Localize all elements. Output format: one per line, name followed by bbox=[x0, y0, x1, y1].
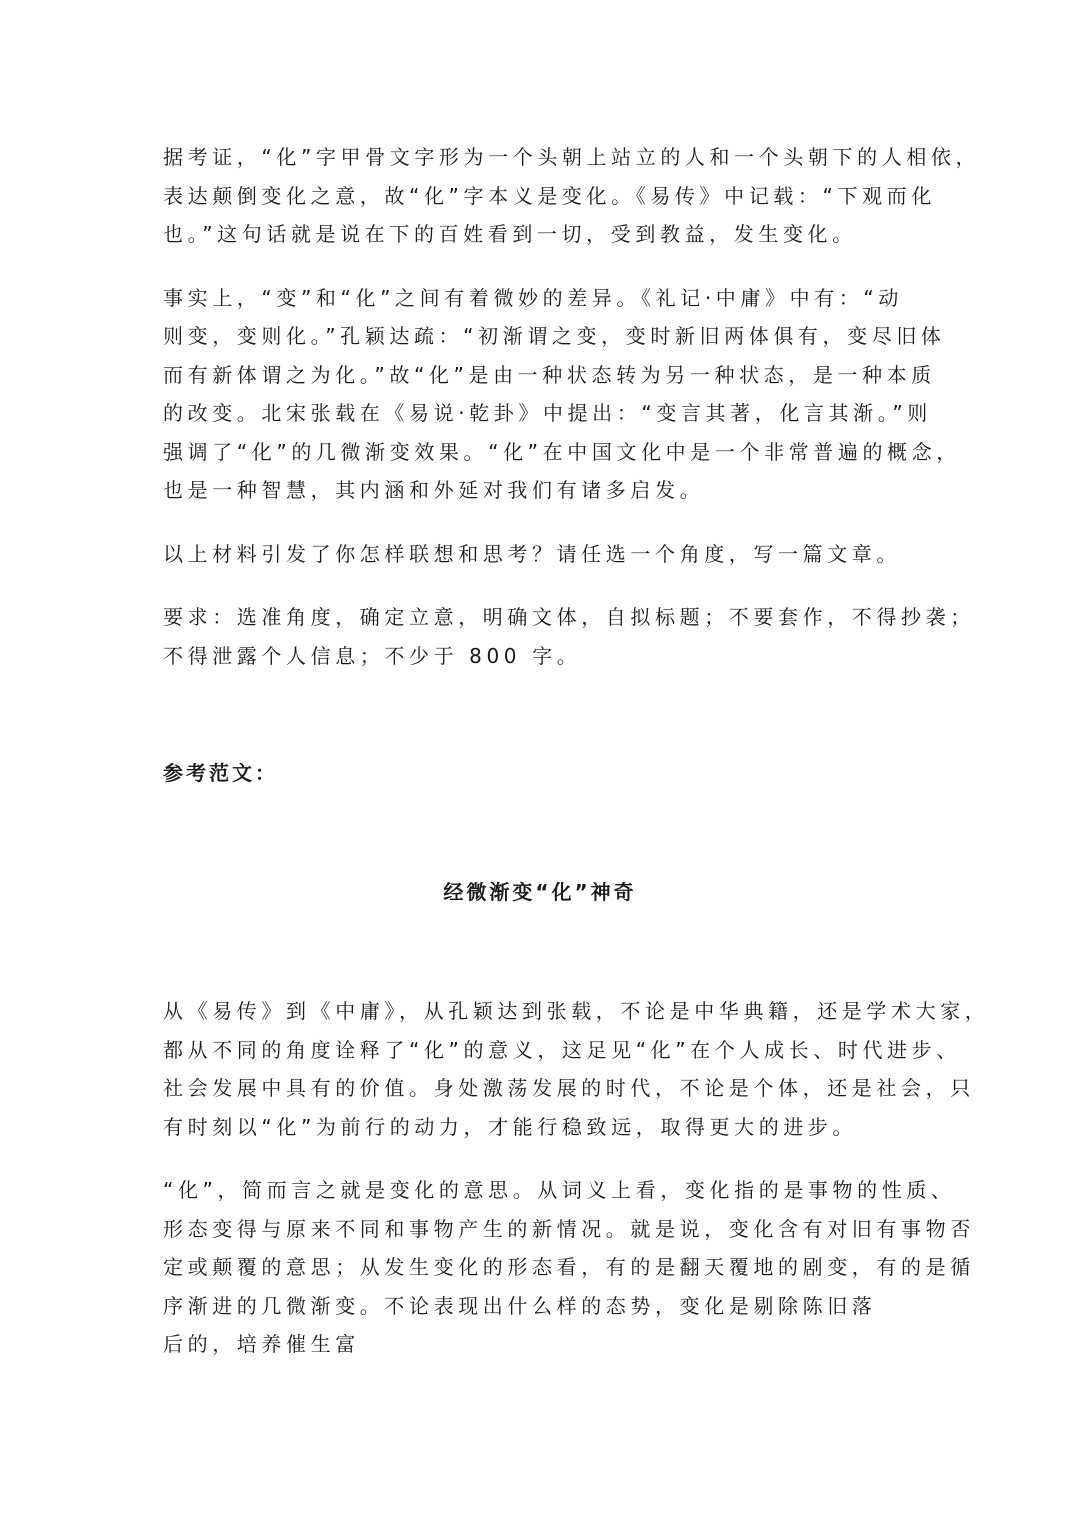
material-paragraph-2 bbox=[163, 279, 961, 510]
prompt-paragraph bbox=[163, 535, 923, 574]
text-line: 后的，培养催生富 bbox=[163, 1332, 360, 1356]
text-line: 以上材料引发了你怎样联想和思考？请任选一个角度，写一篇文章。 bbox=[163, 541, 901, 566]
text-line: 社会发展中具有的价值。身处激荡发展的时代，不论是个体，还是社会，只 bbox=[163, 1076, 975, 1100]
essay-paragraph-1 bbox=[163, 992, 990, 1146]
text-line: 都从不同的角度诠释了“化”的意义，这足见“化”在个人成长、时代进步、 bbox=[163, 1037, 961, 1062]
essay-title: 经微渐变“化”神奇 bbox=[443, 880, 637, 904]
essay-paragraph-2 bbox=[163, 1171, 975, 1364]
text-line: “化”，简而言之就是变化的意思。从词义上看，变化指的是事物的性质、 bbox=[163, 1178, 956, 1202]
text-line: 形态变得与原来不同和事物产生的新情况。就是说，变化含有对旧有事物否 bbox=[163, 1216, 975, 1241]
text-line: 要求：选准角度，确定立意，明确文体，自拟标题；不要套作，不得抄袭； bbox=[163, 605, 975, 629]
text-line: 也是一种智慧，其内涵和外延对我们有诸多启发。 bbox=[163, 478, 705, 502]
text-line: 而有新体谓之为化。”故“化”是由一种状态转为另一种状态，是一种本质 bbox=[163, 362, 936, 387]
text-line: 则变，变则化。”孔颖达疏：“初渐谓之变，变时新旧两体俱有，变尽旧体 bbox=[163, 324, 946, 348]
text-line: 定或颠覆的意思；从发生变化的形态看，有的是翻天覆地的剧变，有的是循 bbox=[163, 1255, 975, 1279]
text-line: 序渐进的几微渐变。不论表现出什么样的态势，变化是剔除陈旧落 bbox=[163, 1293, 877, 1318]
text-line: 的改变。北宋张载在《易说·乾卦》中提出：“变言其著，化言其渐。”则 bbox=[163, 401, 932, 425]
text-line: 表达颠倒变化之意，故“化”字本义是变化。《易传》中记载：“下观而化 bbox=[163, 183, 936, 208]
material-section bbox=[163, 138, 981, 675]
text-line: 据考证，“化”字甲骨文字形为一个头朝上站立的人和一个头朝下的人相依， bbox=[163, 145, 981, 169]
text-line: 也。”这句话就是说在下的百姓看到一切，受到教益，发生变化。 bbox=[163, 222, 857, 246]
material-paragraph-1 bbox=[163, 138, 981, 254]
reference-heading: 参考范文： bbox=[163, 761, 278, 785]
text-line: 从《易传》到《中庸》，从孔颖达到张载，不论是中华典籍，还是学术大家， bbox=[163, 999, 990, 1023]
text-line: 有时刻以“化”为前行的动力，才能行稳致远，取得更大的进步。 bbox=[163, 1114, 858, 1139]
text-line: 强调了“化”的几微渐变效果。“化”在中国文化中是一个非常普遍的概念， bbox=[163, 439, 961, 464]
requirements-paragraph bbox=[163, 598, 975, 675]
text-line: 事实上，“变”和“化”之间有着微妙的差异。《礼记·中庸》中有：“动 bbox=[163, 285, 903, 310]
essay-section bbox=[163, 992, 990, 1364]
text-line: 不得泄露个人信息；不少于 800 字。 bbox=[163, 643, 582, 668]
